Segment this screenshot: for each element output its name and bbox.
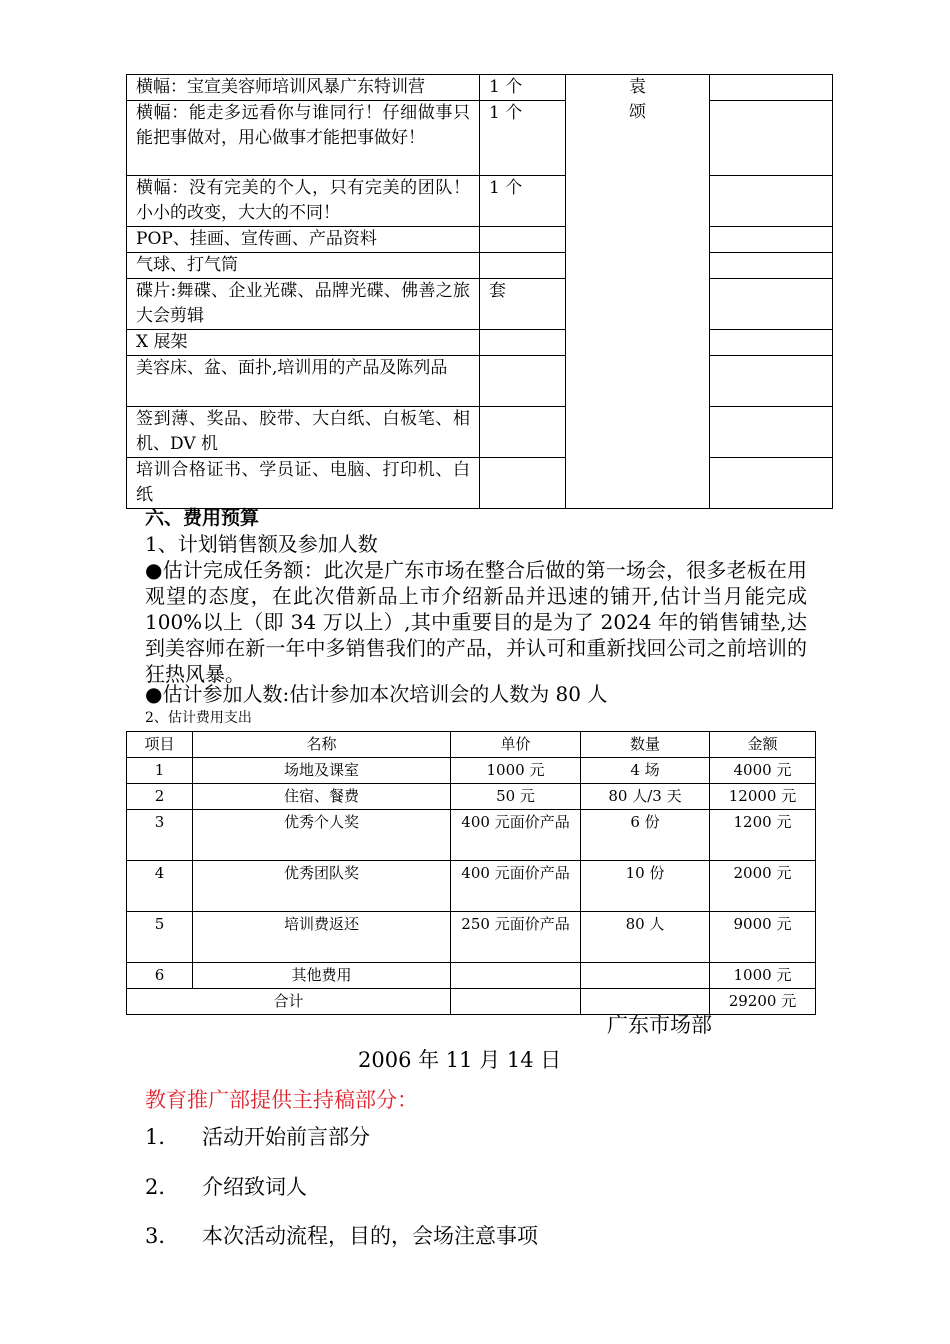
responsible-name: 袁 颂 <box>629 77 646 122</box>
material-item: 横幅：能走多远看你与谁同行！仔细做事只能把事做对，用心做事才能把事做好！ <box>127 101 480 176</box>
material-remark <box>710 356 833 407</box>
cell: 1200 元 <box>710 810 816 861</box>
cell: 400 元面价产品 <box>451 861 581 912</box>
material-remark <box>710 253 833 279</box>
cell: 4 场 <box>581 758 710 784</box>
table-total-row <box>127 989 816 1015</box>
material-item: 签到薄、奖品、胶带、大白纸、白板笔、相机、DV 机 <box>127 407 480 458</box>
table-row <box>127 758 816 784</box>
material-item: X 展架 <box>127 330 480 356</box>
table-row <box>127 912 816 963</box>
table-row <box>127 356 833 407</box>
table-row <box>127 101 833 176</box>
cell: 2000 元 <box>710 861 816 912</box>
table-row <box>127 227 833 253</box>
column-header: 项目 <box>127 732 193 758</box>
cell: 6 <box>127 963 193 989</box>
material-item: 横幅：宝宣美容师培训风暴广东特训营 <box>127 75 480 101</box>
material-qty <box>480 407 566 458</box>
list-item <box>145 1173 307 1201</box>
list-item <box>145 1222 538 1250</box>
cell: 50 元 <box>451 784 581 810</box>
column-header: 单价 <box>451 732 581 758</box>
material-qty <box>480 253 566 279</box>
material-qty <box>480 356 566 407</box>
list-number: 1． <box>145 1125 180 1149</box>
section-title: 六、费用预算 <box>145 507 260 529</box>
subsection-title: 2、估计费用支出 <box>145 710 252 726</box>
material-remark <box>710 279 833 330</box>
list-number: 3． <box>145 1224 180 1248</box>
material-qty <box>480 227 566 253</box>
list-item <box>145 1123 370 1151</box>
table-row <box>127 810 816 861</box>
cell: 4000 元 <box>710 758 816 784</box>
sales-estimate-paragraph: ●估计完成任务额：此次是广东市场在整合后做的第一场会，很多老板在用观望的态度，在此次借新品上市介绍新品并迅速的铺开,估计当月能完成100%以上（即 34 万以上）,其中重要目的是为了 2024 年的销售铺垫,达到美容师在新一年中多销售我们的产品，并认可和重新找回公司之前培训的狂热风暴。 <box>145 558 807 686</box>
attendance-estimate: ●估计参加人数:估计参加本次培训会的人数为 80 人 <box>145 682 608 706</box>
cell: 9000 元 <box>710 912 816 963</box>
column-header: 金额 <box>710 732 816 758</box>
budget-table <box>126 731 816 1015</box>
column-header: 数量 <box>581 732 710 758</box>
cell: 3 <box>127 810 193 861</box>
total-label: 合计 <box>127 989 451 1015</box>
material-qty <box>480 458 566 509</box>
materials-table <box>126 74 833 509</box>
material-item: 美容床、盆、面扑,培训用的产品及陈列品 <box>127 356 480 407</box>
material-remark <box>710 101 833 176</box>
cell: 250 元面价产品 <box>451 912 581 963</box>
cell: 1000 元 <box>710 963 816 989</box>
cell: 1000 元 <box>451 758 581 784</box>
cell <box>451 989 581 1015</box>
material-remark <box>710 227 833 253</box>
cell <box>581 963 710 989</box>
material-remark <box>710 458 833 509</box>
material-item: 横幅：没有完美的个人，只有完美的团队！小小的改变，大大的不同！ <box>127 176 480 227</box>
table-row <box>127 75 833 101</box>
table-row <box>127 253 833 279</box>
material-item: 碟片:舞碟、企业光碟、品牌光碟、佛善之旅大会剪辑 <box>127 279 480 330</box>
column-header: 名称 <box>193 732 451 758</box>
cell: 其他费用 <box>193 963 451 989</box>
table-row <box>127 330 833 356</box>
list-text: 活动开始前言部分 <box>202 1125 370 1149</box>
table-row <box>127 279 833 330</box>
material-remark <box>710 407 833 458</box>
material-item: 培训合格证书、学员证、电脑、打印机、白纸 <box>127 458 480 509</box>
cell: 2 <box>127 784 193 810</box>
table-row <box>127 963 816 989</box>
material-qty: 1 个 <box>480 75 566 101</box>
cell: 10 份 <box>581 861 710 912</box>
material-item: POP、挂画、宣传画、产品资料 <box>127 227 480 253</box>
list-number: 2． <box>145 1175 180 1199</box>
list-text: 介绍致词人 <box>202 1175 307 1199</box>
cell: 80 人/3 天 <box>581 784 710 810</box>
material-qty: 1 个 <box>480 101 566 176</box>
cell: 培训费返还 <box>193 912 451 963</box>
table-row <box>127 176 833 227</box>
cell: 场地及课室 <box>193 758 451 784</box>
material-qty <box>480 330 566 356</box>
cell <box>451 963 581 989</box>
cell: 12000 元 <box>710 784 816 810</box>
table-row <box>127 407 833 458</box>
material-qty: 1 个 <box>480 176 566 227</box>
material-remark <box>710 75 833 101</box>
material-qty: 套 <box>480 279 566 330</box>
cell: 住宿、餐费 <box>193 784 451 810</box>
subsection-title: 1、计划销售额及参加人数 <box>145 532 378 556</box>
cell: 优秀个人奖 <box>193 810 451 861</box>
table-row <box>127 861 816 912</box>
cell: 优秀团队奖 <box>193 861 451 912</box>
material-item: 气球、打气筒 <box>127 253 480 279</box>
table-header-row <box>127 732 816 758</box>
cell: 400 元面价产品 <box>451 810 581 861</box>
cell: 5 <box>127 912 193 963</box>
cell: 1 <box>127 758 193 784</box>
list-text: 本次活动流程，目的，会场注意事项 <box>202 1224 538 1248</box>
total-value: 29200 元 <box>710 989 816 1015</box>
material-responsible <box>566 75 710 509</box>
material-remark <box>710 176 833 227</box>
material-remark <box>710 330 833 356</box>
host-section-title: 教育推广部提供主持稿部分： <box>145 1088 418 1112</box>
cell: 4 <box>127 861 193 912</box>
cell: 6 份 <box>581 810 710 861</box>
cell: 80 人 <box>581 912 710 963</box>
signature: 广东市场部 <box>607 1013 712 1037</box>
table-row <box>127 784 816 810</box>
date: 2006 年 11 月 14 日 <box>358 1048 562 1072</box>
table-row <box>127 458 833 509</box>
